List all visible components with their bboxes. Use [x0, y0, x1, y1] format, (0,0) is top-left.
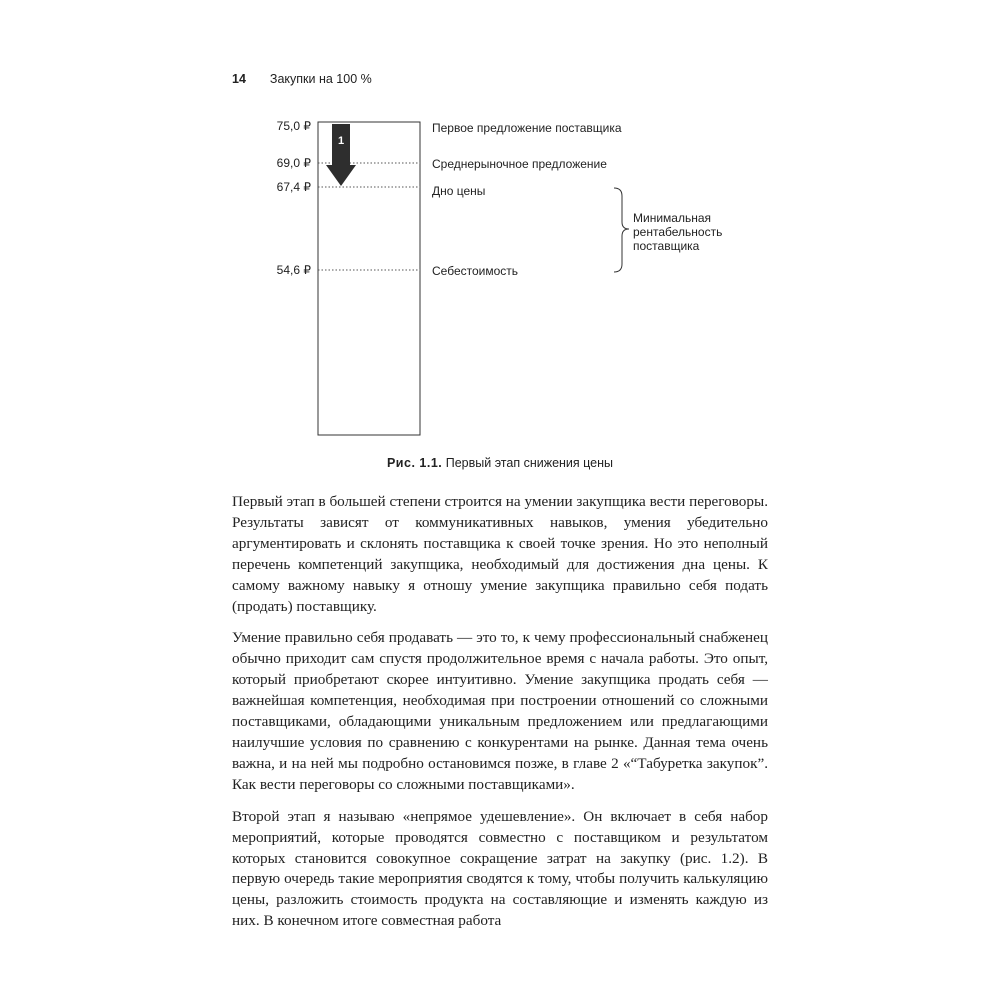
step-arrow-label: 1 [337, 135, 345, 147]
price-label-cost-price: 54,6 ₽ [276, 263, 311, 277]
paragraph-3: Второй этап я называю «непрямое удешевление». Он включает в себя набор мероприятий, которые проводятся совместно с поставщиком и результатом которых становится совокупное сокращение затрат на закупку (рис. 1.2). В первую очередь такие мероприятия сводятся к тому, чтобы получить калькуляцию цены, разложить стоимость продукта на составляющие и изменять каждую из них. В конечном итоге совместная работа [232, 807, 768, 930]
level-desc-price-floor: Дно цены [432, 184, 486, 198]
caption-label: Рис. 1.1. [386, 456, 443, 470]
paragraph-2: Умение правильно себя продавать — это то, к чему профессиональный снабженец обычно приходит сам спустя продолжительное время с начала работы. Это опыт, который приобретают скорее интуитивно. Умение закупщика продать себя — важнейшая компетенция, необходимая при построении отношений со сложными поставщиками, обладающими уникальным предложением или предлагающими наилучшие условия по сравнению с конкурентами на рынке. Данная тема очень важна, и на ней мы подробно остановимся позже, в главе 2 «“Табуретка закупок”. Как вести переговоры со сложными поставщиками». [232, 629, 768, 793]
body-text [232, 492, 768, 943]
caption-text: Первый этап снижения цены [445, 456, 614, 470]
level-desc-cost-price: Себестоимость [432, 264, 519, 278]
level-desc-market-offer: Среднерыночное предложение [432, 157, 607, 171]
brace-label-line-2: рентабельность [633, 225, 723, 239]
step-arrow-head [326, 165, 356, 186]
figure-caption [0, 456, 1000, 470]
price-label-first-offer: 75,0 ₽ [276, 119, 311, 133]
margin-brace [614, 188, 629, 272]
brace-label-line-1: Минимальная [633, 211, 712, 225]
price-label-market-offer: 69,0 ₽ [276, 156, 311, 170]
price-label-price-floor: 67,4 ₽ [276, 180, 311, 194]
book-title: Закупки на 100 % [269, 72, 372, 86]
step-arrow [326, 124, 356, 186]
brace-label-line-3: поставщика [633, 239, 700, 253]
paragraph-1: Первый этап в большей степени строится на умении закупщика вести переговоры. Результаты зависят от коммуникативных навыков, умения убедительно аргументировать и склонять поставщика к своей точке зрения. Но это неполный перечень компетенций закупщика, необходимый для достижения дна цены. К самому важному навыку я отношу умение закупщика правильно себя подать (продать) поставщику. [232, 493, 768, 615]
page-number: 14 [232, 72, 246, 86]
brace-label [633, 211, 726, 253]
figure-diagram [0, 0, 1000, 480]
level-desc-first-offer: Первое предложение поставщика [432, 121, 622, 135]
figure-price-reduction [0, 0, 1000, 480]
